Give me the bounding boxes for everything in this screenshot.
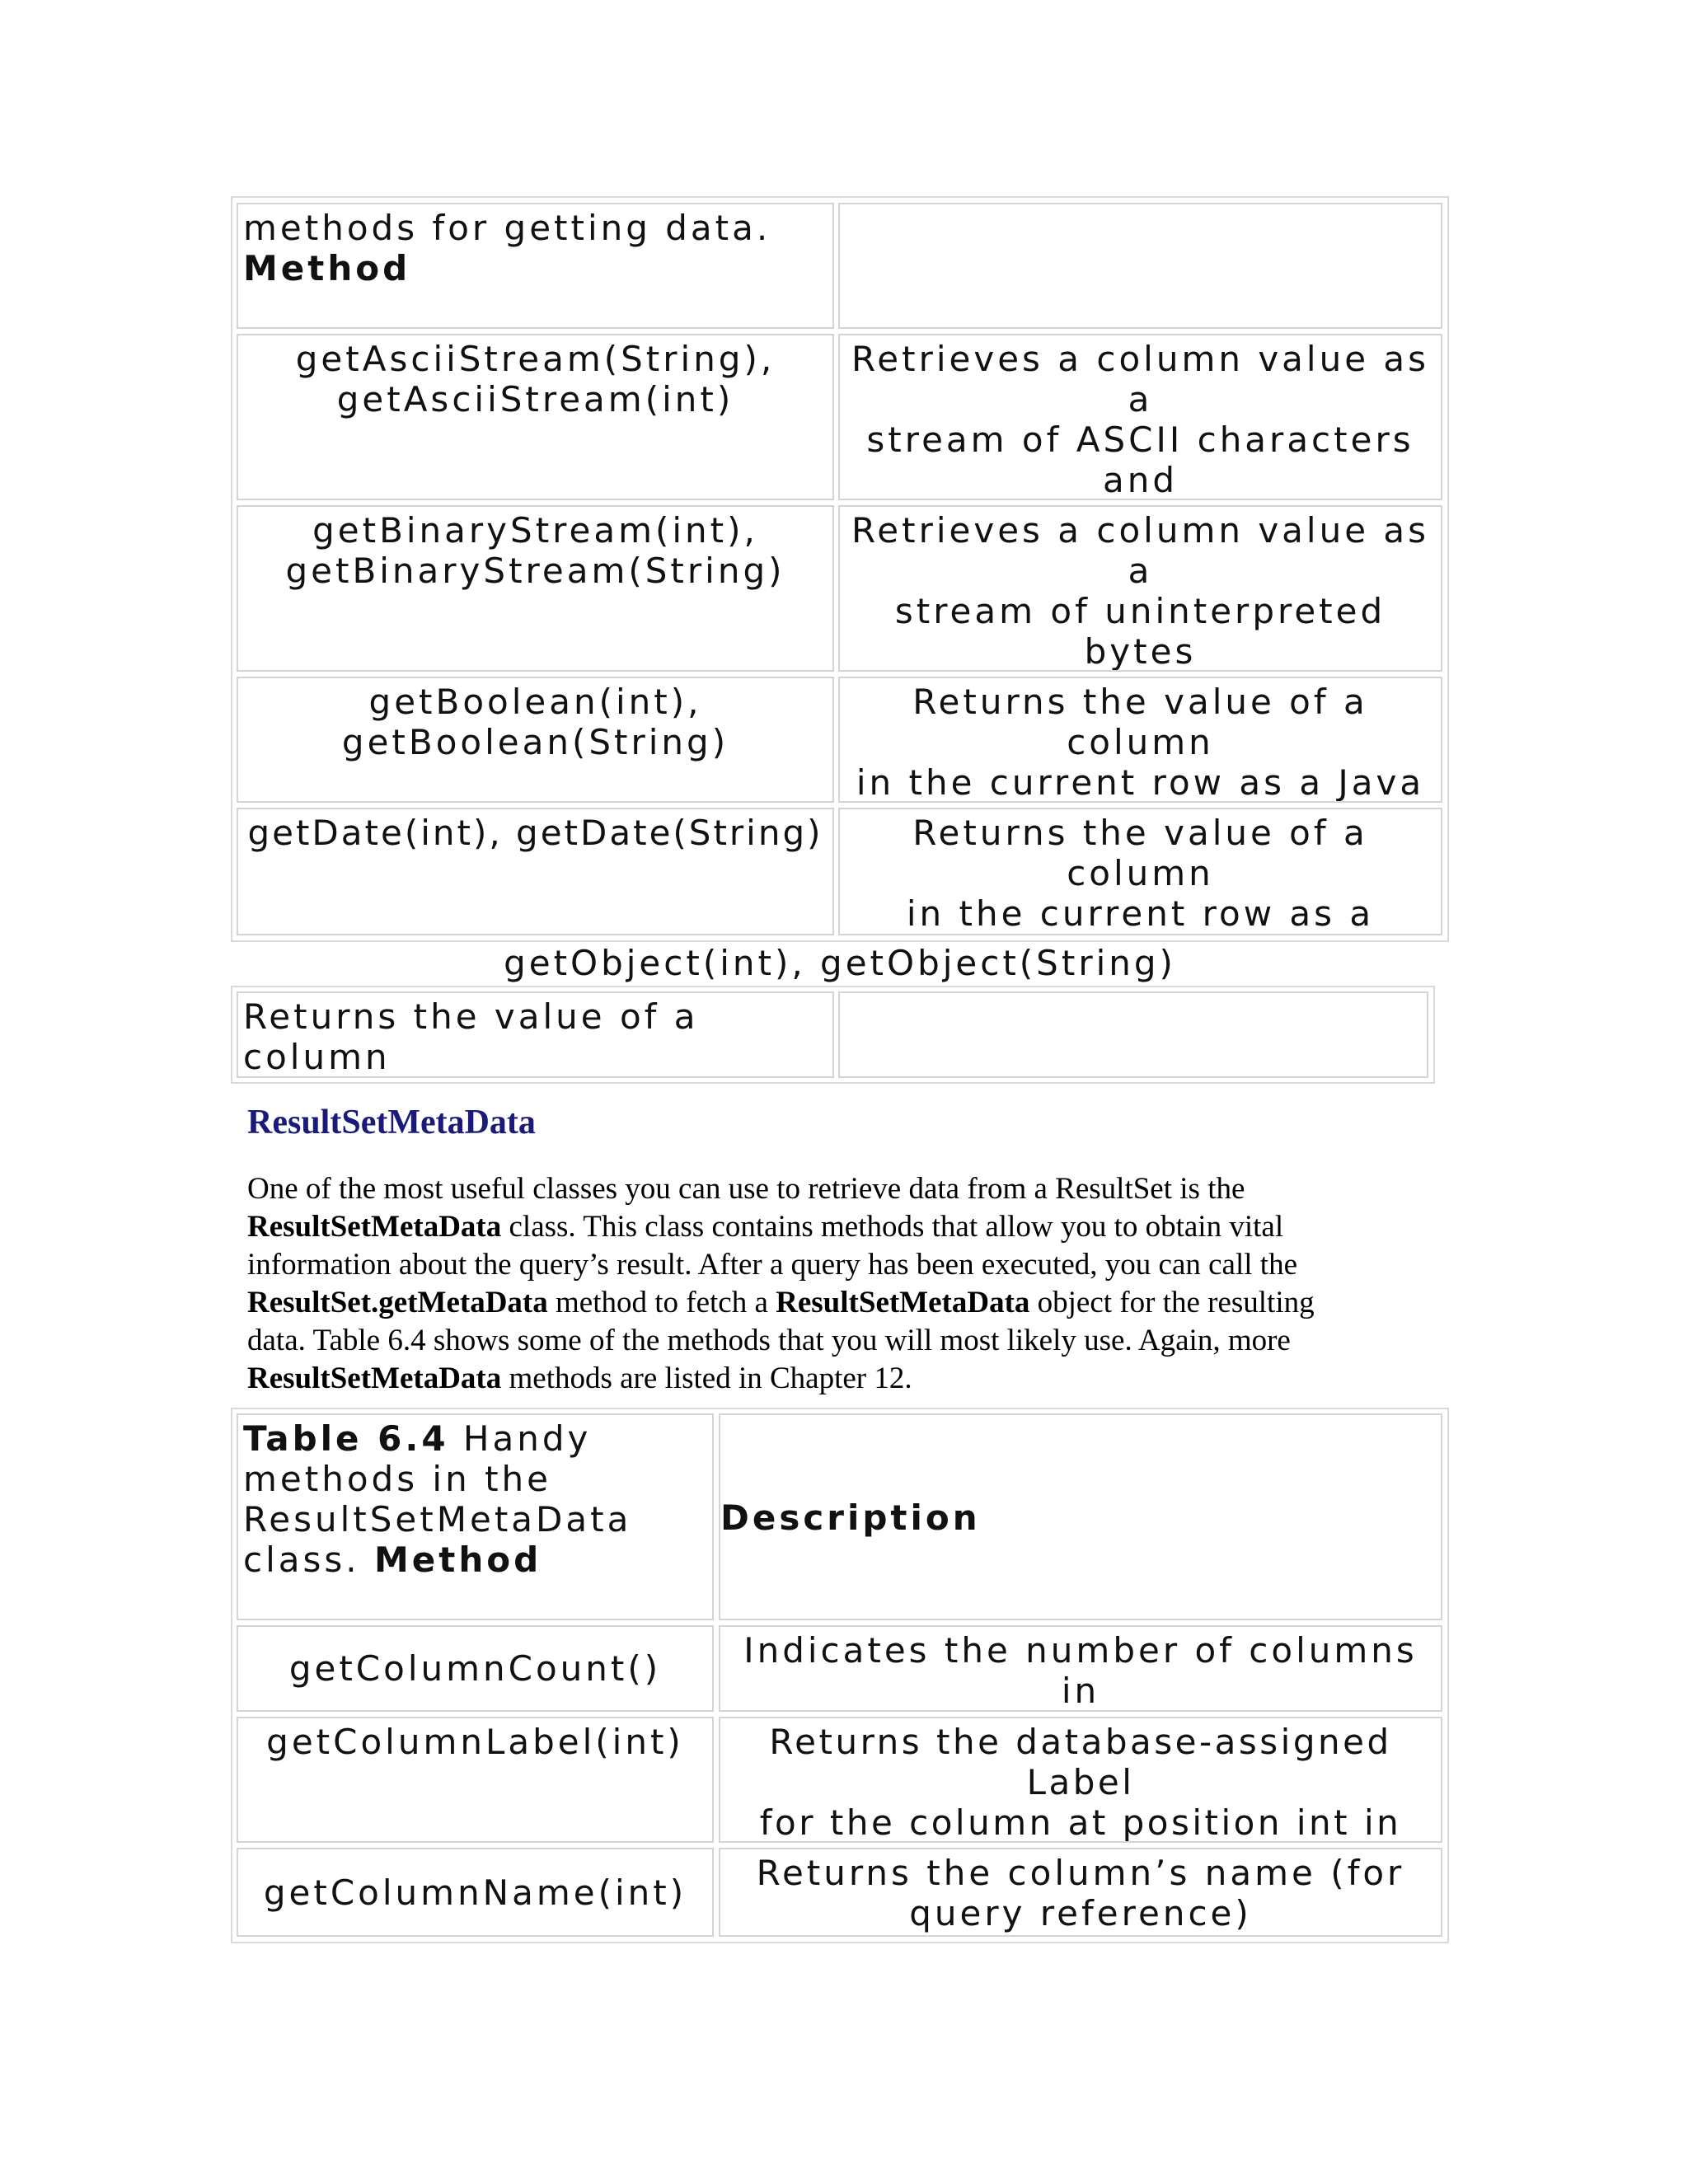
method-line: getBinaryStream(int), (312, 510, 758, 551)
paragraph-text: class. This class contains methods that allow you to obtain vital (501, 1210, 1284, 1244)
description-line: for the column at position int in (759, 1802, 1402, 1843)
paragraph-text: One of the most useful classes you can use to retrieve data from a ResultSet is the (247, 1172, 1245, 1206)
method-name: getColumnCount() (288, 1648, 662, 1689)
description-line: Returns the value of a column (912, 682, 1368, 762)
method-line: getAsciiStream(int) (336, 379, 734, 419)
table1-method-label: Method (243, 248, 411, 288)
description-line (720, 1711, 1441, 1712)
table1-header-method-cell (237, 203, 834, 329)
table2-row-description (719, 1717, 1442, 1843)
description-line: Retrieves a column value as a (851, 510, 1430, 591)
table2-table-label: Table 6.4 (243, 1418, 449, 1459)
paragraph-line (247, 1208, 1459, 1246)
paragraph-line (247, 1170, 1459, 1208)
description-line (840, 934, 1441, 935)
paragraph-line (247, 1322, 1459, 1360)
table2-row-method (237, 1848, 714, 1937)
table2-caption: Handy (448, 1418, 592, 1459)
table2-description-label: Description (720, 1497, 981, 1538)
orphan-method-line: getObject(int), getObject(String) (504, 943, 1176, 983)
description-line: Returns the database-assigned Label (769, 1722, 1392, 1802)
description-line: stream of uninterpreted bytes (894, 591, 1386, 672)
description-line: in the current row as a Java (856, 762, 1425, 803)
description-line: query reference) (909, 1893, 1252, 1933)
description-line: in the current row as a (906, 893, 1375, 934)
table2-method-label: Method (373, 1540, 542, 1580)
paragraph-line (247, 1284, 1459, 1322)
paragraph-line (247, 1246, 1459, 1284)
table1-row-method (237, 677, 834, 803)
table2-caption: class. (243, 1540, 374, 1580)
table2-caption: methods in the (243, 1459, 551, 1499)
method-line: getDate(int), getDate(String) (247, 813, 823, 853)
description-line (243, 1077, 832, 1078)
paragraph-text: data. Table 6.4 shows some of the methods that you will most likely use. Again, more (247, 1324, 1291, 1357)
bold-term: ResultSetMetaData (247, 1361, 502, 1395)
table2-row-method (237, 1717, 714, 1843)
paragraph-text: methods are listed in Chapter 12. (501, 1361, 912, 1395)
table1-row-description (838, 334, 1442, 500)
bold-term: ResultSetMetaData (776, 1286, 1030, 1319)
description-line: Returns the column’s name (for (756, 1853, 1405, 1893)
method-line: getAsciiStream(String), (295, 339, 776, 379)
table2-row-description (719, 1848, 1442, 1937)
section-paragraph (247, 1170, 1459, 1398)
table1-row-method (237, 334, 834, 500)
section-heading: ResultSetMetaData (247, 1104, 536, 1141)
description-line: Returns the value of a column (912, 813, 1368, 893)
method-line: getBoolean(int), (368, 682, 702, 722)
table1-header-description-cell (838, 203, 1442, 329)
table2-caption: ResultSetMetaData (243, 1499, 632, 1540)
paragraph-text: object for the resulting (1029, 1286, 1315, 1319)
method-line: getBinaryStream(String) (285, 551, 785, 591)
table1-row-description (838, 808, 1442, 935)
description-line: stream of ASCII characters and (866, 419, 1414, 500)
description-line: Returns the value of a column (243, 996, 699, 1077)
table1b-description-cell (237, 991, 834, 1078)
paragraph-text: information about the query’s result. After a query has been executed, you can call the (247, 1248, 1297, 1282)
paragraph-line (247, 1360, 1459, 1398)
table2-row-method (237, 1625, 714, 1712)
table1-row-description (838, 505, 1442, 672)
table2-row-description (719, 1625, 1442, 1712)
table1-row-method (237, 808, 834, 935)
table2-header-description-cell (719, 1413, 1442, 1620)
table1-caption: methods for getting data. (243, 208, 771, 248)
method-name: getColumnLabel(int) (266, 1722, 684, 1762)
description-line: Retrieves a column value as a (851, 339, 1430, 419)
table1-row-description (838, 677, 1442, 803)
description-line: Indicates the number of columns in (743, 1630, 1418, 1711)
bold-term: ResultSetMetaData (247, 1210, 502, 1244)
paragraph-text: method to fetch a (547, 1286, 776, 1319)
table2-header-method-cell (237, 1413, 714, 1620)
table1b-empty-cell (838, 991, 1428, 1078)
method-name: getColumnName(int) (263, 1872, 687, 1913)
bold-term: ResultSet.getMetaData (247, 1286, 548, 1319)
method-line: getBoolean(String) (341, 722, 729, 762)
table1-row-method (237, 505, 834, 672)
